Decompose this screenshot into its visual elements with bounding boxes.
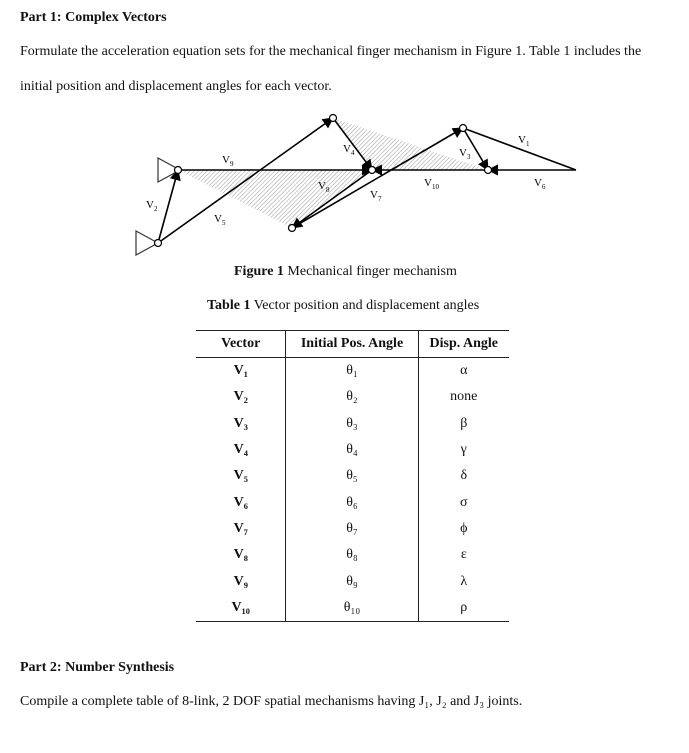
header-vector: Vector: [196, 331, 286, 358]
label-v10: $V_{10}$: [424, 177, 439, 191]
part2-heading: Part 2: Number Synthesis: [20, 660, 175, 675]
header-disp-angle: Disp. Angle: [418, 331, 509, 358]
figure-caption: Figure 1 Mechanical finger mechanism: [234, 264, 457, 279]
label-v4: $V_4$: [343, 143, 355, 157]
label-v7: $V_7$: [370, 189, 382, 203]
table-row: V₄ θ₄ γ: [196, 437, 509, 463]
table-row: V₅ θ₅ δ: [196, 463, 509, 489]
table-row: V₇ θ₇ ϕ: [196, 516, 509, 542]
label-v3: $V_3$: [459, 147, 471, 161]
label-v8: $V_8$: [318, 180, 330, 194]
label-v2: $V_2$: [146, 199, 158, 213]
mechanism-figure: [0, 0, 689, 270]
part1-line1: Formulate the acceleration equation sets for the mechanical finger mechanism in Figure 1. Table 1 includes the: [20, 44, 642, 59]
label-v6: $V_6$: [534, 177, 546, 191]
table-row: V₂ θ₂ none: [196, 384, 509, 410]
table-row: V₃ θ₃ β: [196, 411, 509, 437]
part2-line1: Compile a complete table of 8-link, 2 DOF spatial mechanisms having J₁, J₂ and J₃ joints.: [20, 694, 523, 709]
vector-angle-table: [196, 330, 509, 622]
header-initial-pos-angle: Initial Pos. Angle: [286, 331, 418, 358]
table-row: V₆ θ₆ σ: [196, 489, 509, 515]
table-caption: Table 1 Vector position and displacement angles: [207, 298, 480, 313]
label-v9: $V_9$: [222, 154, 234, 168]
label-v1: $V_1$: [518, 134, 530, 148]
part1-heading: Part 1: Complex Vectors: [20, 10, 167, 25]
table-row: V₁ θ₁ α: [196, 358, 509, 385]
table-row: V₈ θ₈ ε: [196, 542, 509, 568]
table-row: V₁₀ θ₁₀ ρ: [196, 595, 509, 622]
part1-line2: initial position and displacement angles for each vector.: [20, 79, 332, 94]
table-row: V₉ θ₉ λ: [196, 568, 509, 594]
label-v5: $V_5$: [214, 213, 226, 227]
